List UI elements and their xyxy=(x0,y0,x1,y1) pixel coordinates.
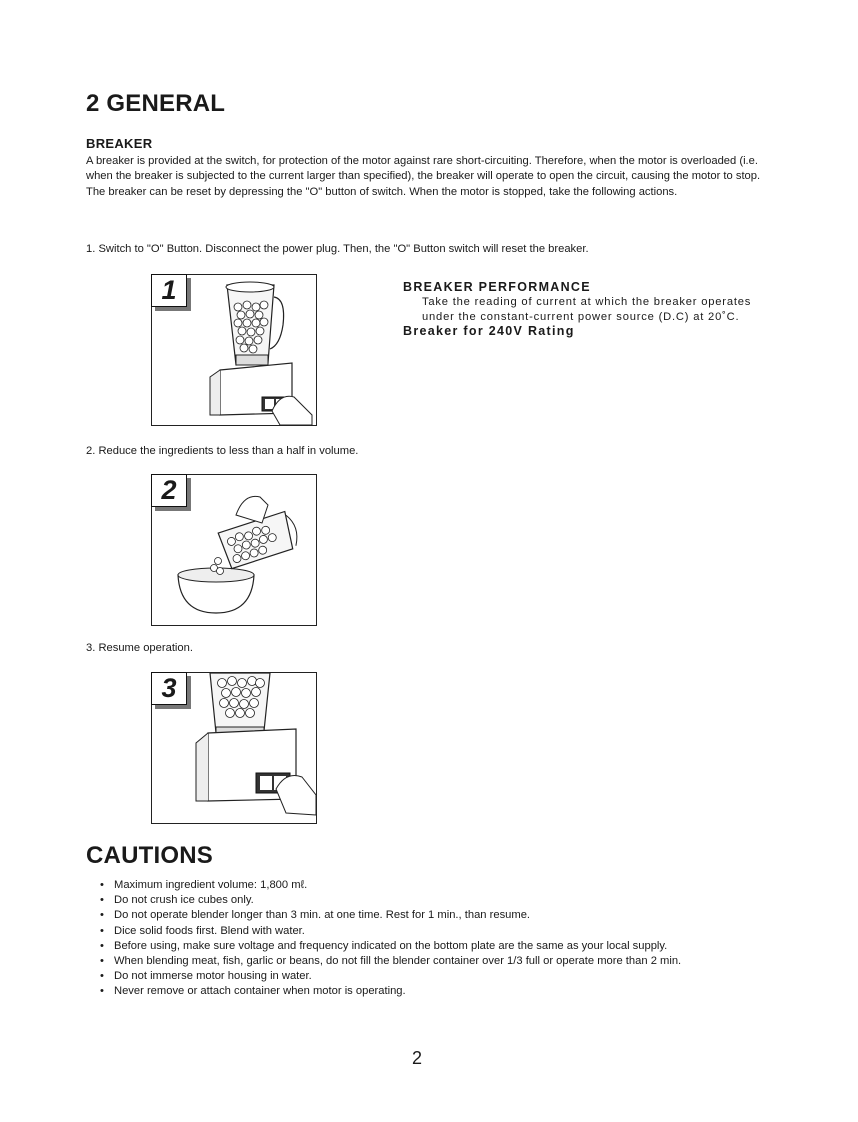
breaker-heading: BREAKER xyxy=(86,136,153,151)
breaker-intro: A breaker is provided at the switch, for protection of the motor against rare short-circuiting. Therefore, when the motor is overloaded (i.e. when the breaker is subjected to the current larger than specified), the breaker will operate to open the circuit, causing the motor to stop. The breaker can be reset by depressing the "O" button of switch. When the motor is stopped, take the following actions. xyxy=(86,155,761,198)
step-2-text: 2. Reduce the ingredients to less than a half in volume. xyxy=(86,445,359,457)
cautions-list xyxy=(96,878,796,1000)
caution-item: • Dice solid foods first. Blend with water. xyxy=(96,924,796,939)
caution-item: • Never remove or attach container when motor is operating. xyxy=(96,984,796,999)
caution-item: • Do not operate blender longer than 3 min. at one time. Rest for 1 min., than resume. xyxy=(96,908,796,923)
step-1-badge: 1 xyxy=(151,274,187,307)
cautions-title: CAUTIONS xyxy=(86,842,213,869)
performance-title: BREAKER PERFORMANCE xyxy=(403,280,591,294)
caution-item: • When blending meat, fish, garlic or beans, do not fill the blender container over 1/3 full or operate more than 2 min. xyxy=(96,954,796,969)
caution-item: • Do not crush ice cubes only. xyxy=(96,893,796,908)
step-3-figure xyxy=(141,672,317,824)
step-2-figure xyxy=(141,474,317,626)
performance-line-2: under the constant-current power source (D.C) at 20˚C. xyxy=(422,311,740,323)
step-1-text: 1. Switch to "O" Button. Disconnect the power plug. Then, the "O" Button switch will reset the breaker. xyxy=(86,243,589,255)
page-title: 2 GENERAL xyxy=(86,90,226,117)
step-3-text: 3. Resume operation. xyxy=(86,642,193,654)
caution-item: • Do not immerse motor housing in water. xyxy=(96,969,796,984)
step-2-badge: 2 xyxy=(151,474,187,507)
step-1-figure xyxy=(141,274,317,426)
caution-item: • Maximum ingredient volume: 1,800 mℓ. xyxy=(96,878,796,893)
step-3-badge: 3 xyxy=(151,672,187,705)
caution-item: • Before using, make sure voltage and frequency indicated on the bottom plate are the same as your local supply. xyxy=(96,939,796,954)
performance-rating: Breaker for 240V Rating xyxy=(403,324,575,338)
performance-line-1: Take the reading of current at which the breaker operates xyxy=(422,296,752,308)
page-number: 2 xyxy=(412,1048,423,1068)
